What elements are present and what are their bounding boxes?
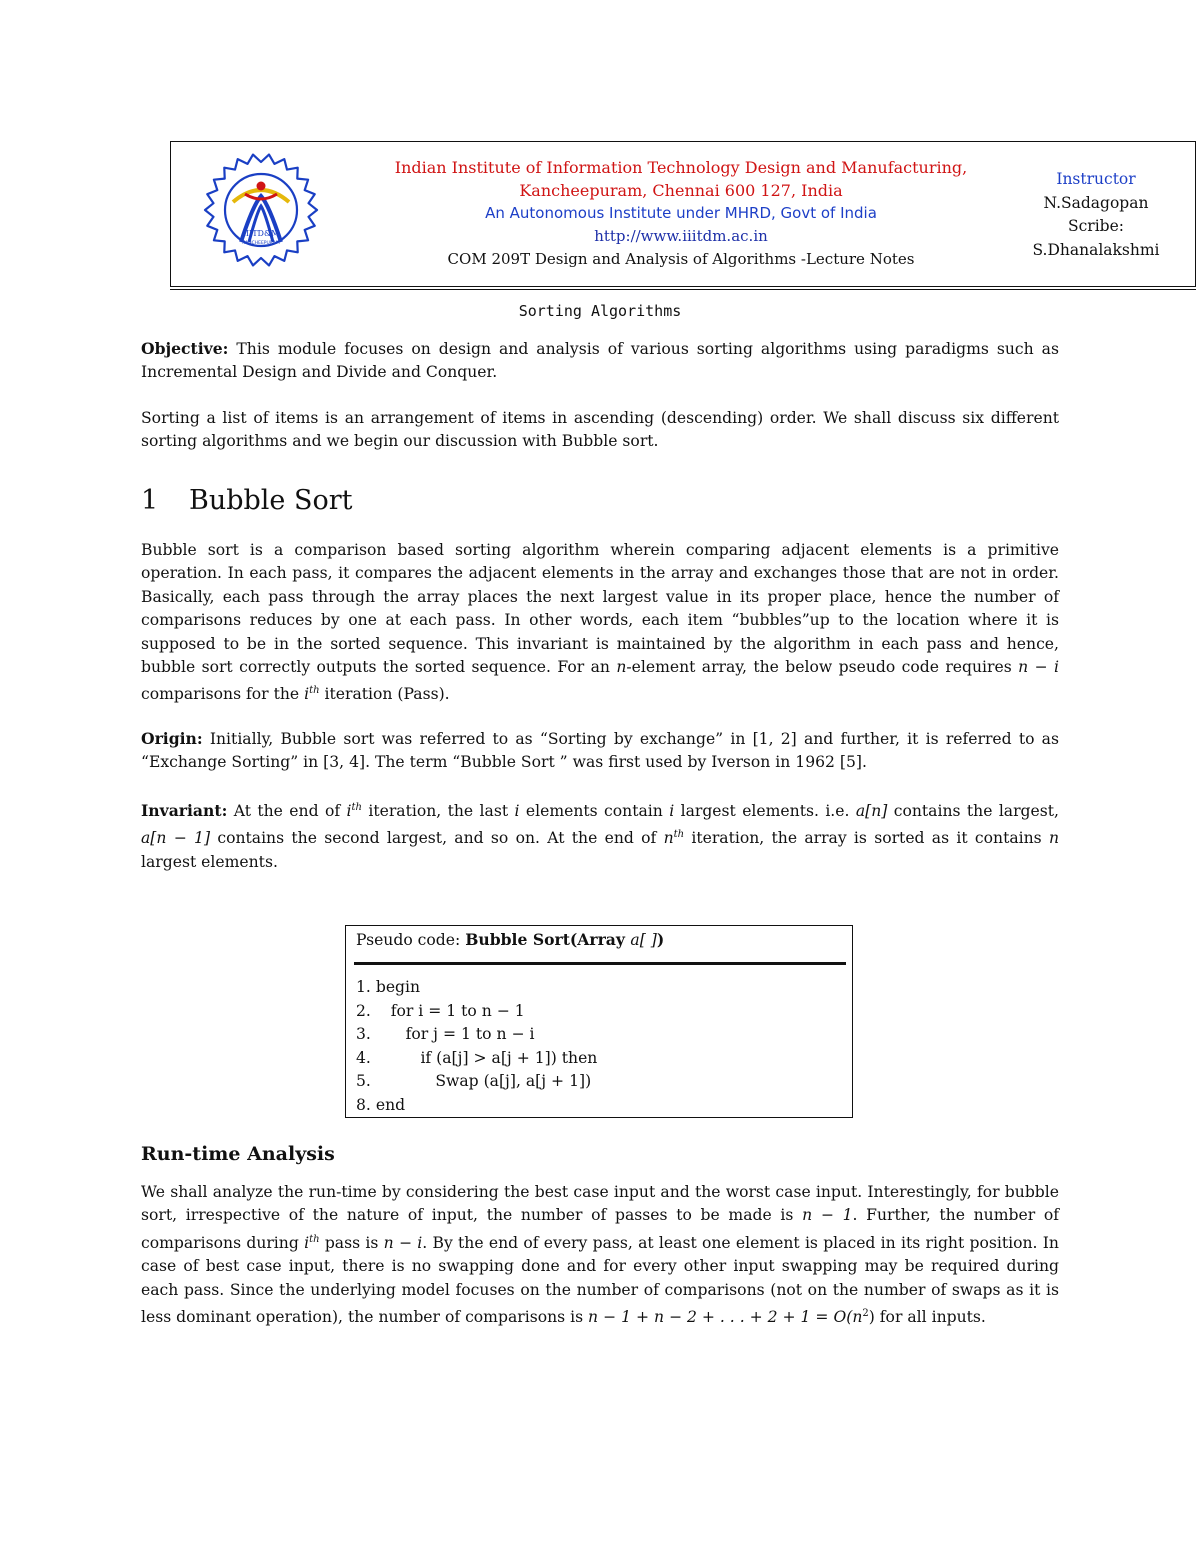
pseudo-title: Bubble Sort(Array bbox=[465, 930, 631, 949]
origin-text: Initially, Bubble sort was referred to as “Sorting by exchange” in [1, 2] and further, it is referred to as “Exchange Sorting” in [3, 4]. The term “Bubble Sort ” was first used by Iverson in 1962 [5]. bbox=[141, 730, 1059, 772]
inv-n2: n bbox=[1048, 829, 1059, 848]
institute-name: Indian Institute of Information Technology Design and Manufacturing, bbox=[394, 158, 968, 177]
pseudo-prefix: Pseudo code: bbox=[356, 931, 466, 949]
inv-n: n bbox=[663, 829, 674, 848]
runtime-heading: Run-time Analysis bbox=[141, 1143, 335, 1165]
p1-i: i bbox=[304, 685, 310, 704]
course-line: COM 209T Design and Analysis of Algorithms -Lecture Notes bbox=[447, 250, 915, 268]
header-institute-block bbox=[351, 156, 1011, 271]
intro-paragraph: Sorting a list of items is an arrangement of items in ascending (descending) order. We shall discuss six different sorting algorithms and we begin our discussion with Bubble sort. bbox=[141, 409, 1059, 451]
inv-b: iteration, the last bbox=[361, 802, 515, 820]
rt-e3: n − 1 + n − 2 + . . . + 2 + 1 = O(n bbox=[588, 1308, 863, 1327]
runtime-paragraph bbox=[141, 1181, 1059, 1329]
p1-expr: n − i bbox=[1018, 658, 1059, 677]
rt-th: th bbox=[309, 1233, 320, 1245]
header-people-block bbox=[1021, 168, 1171, 262]
rt-e1: n − 1 bbox=[802, 1206, 853, 1225]
rt-t3: pass is bbox=[319, 1233, 384, 1252]
inv-i3: i bbox=[669, 802, 675, 820]
institute-logo bbox=[201, 150, 321, 270]
inv-a: At the end of bbox=[233, 802, 347, 820]
inv-c: elements contain bbox=[519, 802, 670, 820]
rt-t4: . By the end of every pass, at least one element is placed in its right position. In case of best case input, there is no swapping done and for every other input swapping may be required during each pass. Since the underlying model focuses on the number of comparisons (not on the number of swaps as it is less dominant operation), the number of comparisons is bbox=[141, 1233, 1059, 1327]
inv-an1: a[n − 1] bbox=[141, 829, 211, 848]
pseudo-code-heading bbox=[356, 930, 664, 949]
p1-text: Bubble sort is a comparison based sorting algorithm wherein comparing adjacent elements is a primitive operation. In each pass, it compares the adjacent elements in the array and exchanges those that are not in order. Basically, each pass through the array places the next largest value in its proper place, hence the number of comparisons reduces by one at each pass. In other words, each item “bubbles”up to the location where it is supposed to be in the sorted sequence. This invariant is maintained by the algorithm in each pass and hence, bubble sort correctly outputs the sorted sequence. For an bbox=[141, 541, 1059, 677]
scribe-label: Scribe: bbox=[1068, 217, 1124, 235]
rt-t5: ) for all inputs. bbox=[868, 1308, 986, 1327]
institute-url-link[interactable]: http://www.iiitdm.ac.in bbox=[594, 227, 768, 245]
inv-th2: th bbox=[673, 829, 685, 841]
inv-e: contains the largest, bbox=[887, 802, 1059, 820]
gear-outline bbox=[205, 155, 317, 266]
pseudo-close: ) bbox=[656, 930, 665, 949]
inv-i: i bbox=[346, 802, 352, 820]
section-heading bbox=[141, 485, 353, 516]
instructor-name: N.Sadagopan bbox=[1043, 193, 1149, 212]
code-line: 5. Swap (a[j], a[j + 1]) bbox=[356, 1072, 592, 1090]
p1-mid2: comparisons for the bbox=[141, 685, 305, 704]
pseudo-arg: a[ ] bbox=[630, 931, 657, 949]
objective-text: This module focuses on design and analysis of various sorting algorithms using paradigms such as Incremental Design and Divide and Conquer. bbox=[141, 340, 1059, 382]
pseudo-code-lines bbox=[356, 976, 597, 1117]
origin-paragraph bbox=[141, 727, 1059, 775]
inv-d: largest elements. i.e. bbox=[674, 802, 856, 820]
bubble-sort-paragraph bbox=[141, 539, 1059, 707]
p1-n: n bbox=[616, 658, 627, 677]
institute-status: An Autonomous Institute under MHRD, Govt of India bbox=[485, 204, 877, 222]
section-number: 1 bbox=[141, 485, 159, 516]
logo-text: IIITD&M bbox=[242, 229, 280, 238]
p1-end: iteration (Pass). bbox=[319, 685, 450, 704]
code-line: 4. if (a[j] > a[j + 1]) then bbox=[356, 1048, 598, 1067]
pseudo-code-rule bbox=[354, 962, 846, 965]
inv-h: largest elements. bbox=[141, 852, 278, 871]
header-box bbox=[170, 141, 1196, 287]
logo-subtext: KANCHEEPURAM bbox=[242, 241, 280, 246]
inv-i2: i bbox=[514, 802, 520, 820]
topic-title: Sorting Algorithms bbox=[518, 302, 682, 320]
rt-t1: We shall analyze the run-time by considering the best case input and the worst case input. Interestingly, for bubble sort, irrespective of the nature of input, the number of passes to be made is bbox=[141, 1183, 1059, 1225]
objective-label: Objective: bbox=[141, 339, 229, 358]
pseudo-code-box bbox=[345, 925, 853, 1118]
invariant-paragraph bbox=[141, 796, 1059, 874]
scribe-name: S.Dhanalakshmi bbox=[1032, 240, 1160, 259]
inv-g: iteration, the array is sorted as it contains bbox=[684, 829, 1049, 848]
invariant-label: Invariant: bbox=[141, 801, 228, 820]
code-line: 2. for i = 1 to n − 1 bbox=[356, 1001, 525, 1020]
rt-e2: n − i bbox=[383, 1233, 423, 1252]
p1-th: th bbox=[309, 685, 320, 697]
p1-mid: -element array, the below pseudo code requires bbox=[626, 658, 1019, 677]
rt-i: i bbox=[304, 1233, 310, 1252]
code-line: 8. end bbox=[356, 1095, 406, 1114]
inv-th: th bbox=[351, 802, 362, 813]
instructor-label: Instructor bbox=[1056, 170, 1136, 188]
rt-sq: 2 bbox=[862, 1308, 869, 1320]
section-title: Bubble Sort bbox=[189, 485, 353, 516]
inv-f: contains the second largest, and so on. At the end of bbox=[210, 829, 664, 848]
code-line: 3. for j = 1 to n − i bbox=[356, 1025, 535, 1043]
code-line: 1. begin bbox=[356, 978, 421, 996]
inv-an: a[n] bbox=[855, 802, 888, 820]
rt-t2: . Further, the number of comparisons during bbox=[141, 1206, 1059, 1252]
origin-label: Origin: bbox=[141, 729, 203, 748]
gear-ring bbox=[205, 155, 317, 266]
institute-address: Kancheepuram, Chennai 600 127, India bbox=[519, 181, 843, 200]
objective-paragraph bbox=[141, 337, 1059, 385]
